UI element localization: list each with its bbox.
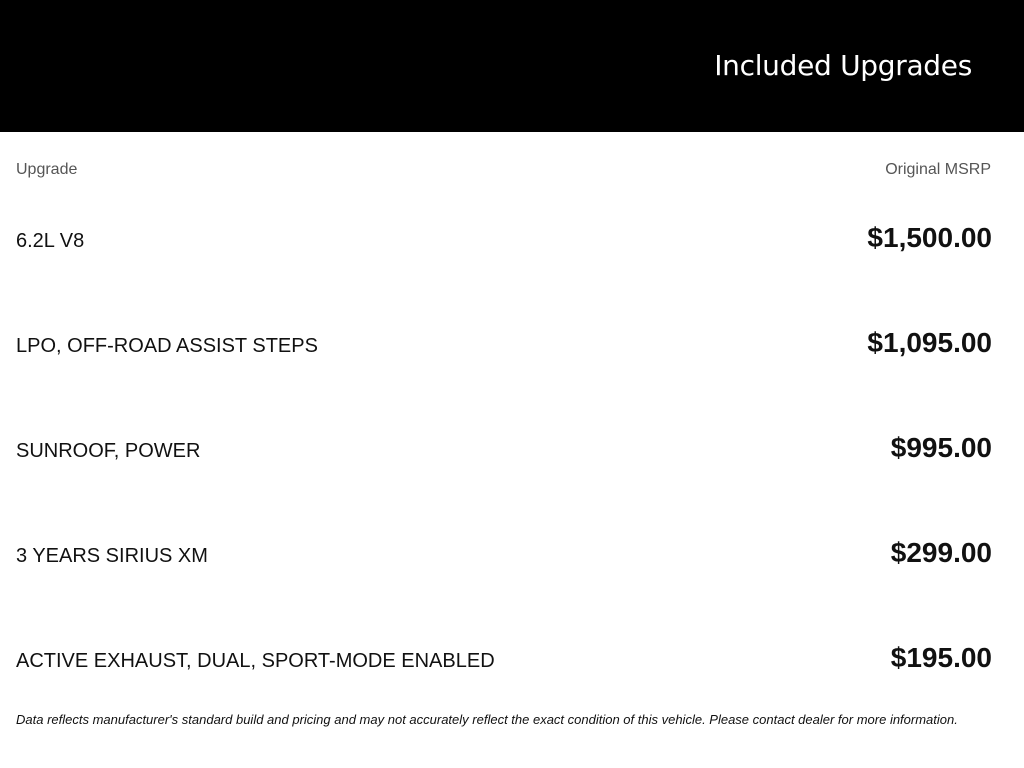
- header-banner: [0, 0, 1024, 132]
- upgrade-name: 6.2L V8: [16, 230, 85, 252]
- upgrade-name: 3 YEARS SIRIUS XM: [16, 545, 208, 567]
- upgrade-row: [0, 420, 1024, 525]
- upgrade-price: $1,500.00: [867, 222, 992, 253]
- upgrade-name: LPO, OFF-ROAD ASSIST STEPS: [16, 335, 318, 357]
- disclaimer-text: Data reflects manufacturer's standard build and pricing and may not accurately reflect the exact condition of this vehicle. Please contact dealer for more information.: [16, 712, 958, 727]
- upgrades-list: [0, 210, 1024, 735]
- upgrade-name: SUNROOF, POWER: [16, 440, 201, 462]
- upgrade-row: [0, 525, 1024, 630]
- column-header-upgrade: Upgrade: [16, 161, 78, 178]
- column-header-msrp: Original MSRP: [885, 161, 991, 178]
- upgrade-price: $195.00: [890, 642, 992, 673]
- upgrade-price: $299.00: [890, 537, 992, 568]
- upgrade-price: $995.00: [890, 432, 992, 463]
- upgrade-name: ACTIVE EXHAUST, DUAL, SPORT-MODE ENABLED: [16, 650, 495, 672]
- page-title: Included Upgrades: [714, 49, 972, 82]
- upgrade-price: $1,095.00: [867, 327, 992, 358]
- upgrade-row: [0, 315, 1024, 420]
- upgrade-row: [0, 210, 1024, 315]
